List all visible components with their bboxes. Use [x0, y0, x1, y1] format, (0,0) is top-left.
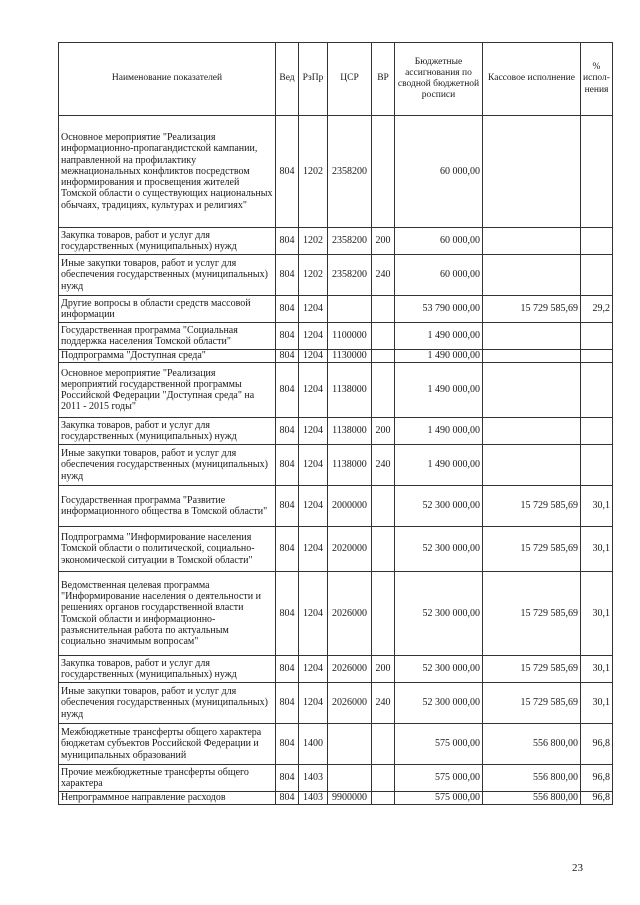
- cell-csr: 1138000: [328, 445, 372, 486]
- cell-budget: 1 490 000,00: [395, 350, 483, 363]
- table-row: [59, 363, 613, 418]
- col-header-rzpr: РзПр: [299, 43, 328, 116]
- cell-budget: 1 490 000,00: [395, 323, 483, 350]
- cell-name: Прочие межбюджетные трансферты общего характера: [59, 765, 276, 792]
- cell-csr: 9900000: [328, 792, 372, 805]
- cell-percent: [581, 116, 613, 228]
- table-row: [59, 683, 613, 724]
- cell-cash: 556 800,00: [483, 765, 581, 792]
- table-body: [59, 116, 613, 805]
- col-header-csr: ЦСР: [328, 43, 372, 116]
- cell-budget: 52 300 000,00: [395, 656, 483, 683]
- cell-name: Непрограммное направление расходов: [59, 792, 276, 805]
- cell-name: Иные закупки товаров, работ и услуг для обеспечения государственных (муниципальных) нужд: [59, 683, 276, 724]
- cell-name: Подпрограмма "Информирование населения Томской области о политической, социально-экономической ситуации в Томской области": [59, 527, 276, 572]
- cell-cash: [483, 363, 581, 418]
- cell-budget: 52 300 000,00: [395, 683, 483, 724]
- table-row: [59, 296, 613, 323]
- col-header-cash: Кассовое исполнение: [483, 43, 581, 116]
- cell-cash: [483, 418, 581, 445]
- cell-percent: 30,1: [581, 683, 613, 724]
- cell-csr: 2026000: [328, 572, 372, 656]
- cell-name: Ведомственная целевая программа "Информирование населения о деятельности и решениях органов государственной власти Томской области и информационно-разъяснительная работа по актуальным социально значимым вопросам": [59, 572, 276, 656]
- cell-percent: 96,8: [581, 724, 613, 765]
- cell-csr: 2000000: [328, 486, 372, 527]
- cell-csr: 2358200: [328, 228, 372, 255]
- col-header-budget: Бюджетные ассигнования по сводной бюджетной росписи: [395, 43, 483, 116]
- cell-budget: 52 300 000,00: [395, 527, 483, 572]
- table-row: [59, 116, 613, 228]
- cell-ved: 804: [276, 527, 299, 572]
- cell-ved: 804: [276, 350, 299, 363]
- cell-ved: 804: [276, 255, 299, 296]
- cell-cash: [483, 323, 581, 350]
- table-row: [59, 445, 613, 486]
- table-row: [59, 572, 613, 656]
- cell-vr: 200: [372, 656, 395, 683]
- cell-percent: 30,1: [581, 486, 613, 527]
- cell-budget: 1 490 000,00: [395, 418, 483, 445]
- cell-budget: 52 300 000,00: [395, 572, 483, 656]
- cell-csr: 1138000: [328, 418, 372, 445]
- cell-vr: [372, 486, 395, 527]
- cell-cash: 15 729 585,69: [483, 572, 581, 656]
- cell-csr: 2020000: [328, 527, 372, 572]
- cell-percent: [581, 445, 613, 486]
- cell-rzpr: 1204: [299, 418, 328, 445]
- cell-name: Основное мероприятие "Реализация мероприятий государственной программы Российской Федерации "Доступная среда" на 2011 - 2015 годы": [59, 363, 276, 418]
- cell-ved: 804: [276, 572, 299, 656]
- cell-budget: 60 000,00: [395, 228, 483, 255]
- cell-vr: [372, 116, 395, 228]
- cell-rzpr: 1204: [299, 683, 328, 724]
- cell-rzpr: 1204: [299, 486, 328, 527]
- cell-ved: 804: [276, 116, 299, 228]
- cell-percent: 29,2: [581, 296, 613, 323]
- cell-name: Государственная программа "Развитие информационного общества в Томской области": [59, 486, 276, 527]
- cell-rzpr: 1204: [299, 296, 328, 323]
- cell-vr: [372, 323, 395, 350]
- cell-cash: 15 729 585,69: [483, 656, 581, 683]
- cell-percent: [581, 418, 613, 445]
- cell-ved: 804: [276, 656, 299, 683]
- cell-name: Иные закупки товаров, работ и услуг для обеспечения государственных (муниципальных) нужд: [59, 445, 276, 486]
- cell-vr: 240: [372, 683, 395, 724]
- cell-ved: 804: [276, 418, 299, 445]
- cell-vr: [372, 363, 395, 418]
- table-row: [59, 486, 613, 527]
- cell-budget: 60 000,00: [395, 255, 483, 296]
- table-row: [59, 765, 613, 792]
- cell-ved: 804: [276, 445, 299, 486]
- cell-csr: 1100000: [328, 323, 372, 350]
- cell-cash: 15 729 585,69: [483, 296, 581, 323]
- cell-name: Закупка товаров, работ и услуг для государственных (муниципальных) нужд: [59, 228, 276, 255]
- cell-budget: 52 300 000,00: [395, 486, 483, 527]
- cell-csr: 2026000: [328, 656, 372, 683]
- cell-name: Иные закупки товаров, работ и услуг для обеспечения государственных (муниципальных) нужд: [59, 255, 276, 296]
- table-row: [59, 792, 613, 805]
- cell-percent: [581, 350, 613, 363]
- cell-rzpr: 1400: [299, 724, 328, 765]
- cell-rzpr: 1202: [299, 228, 328, 255]
- cell-rzpr: 1204: [299, 363, 328, 418]
- cell-cash: 15 729 585,69: [483, 527, 581, 572]
- cell-budget: 575 000,00: [395, 792, 483, 805]
- cell-cash: [483, 116, 581, 228]
- col-header-percent: % испол-нения: [581, 43, 613, 116]
- cell-cash: [483, 445, 581, 486]
- cell-vr: 240: [372, 445, 395, 486]
- cell-cash: 556 800,00: [483, 792, 581, 805]
- cell-rzpr: 1204: [299, 445, 328, 486]
- cell-ved: 804: [276, 323, 299, 350]
- table-row: [59, 350, 613, 363]
- cell-cash: 556 800,00: [483, 724, 581, 765]
- cell-cash: [483, 350, 581, 363]
- page-number: 23: [572, 862, 583, 874]
- cell-budget: 53 790 000,00: [395, 296, 483, 323]
- cell-name: Закупка товаров, работ и услуг для государственных (муниципальных) нужд: [59, 418, 276, 445]
- cell-budget: 1 490 000,00: [395, 363, 483, 418]
- cell-name: Государственная программа "Социальная поддержка населения Томской области": [59, 323, 276, 350]
- cell-cash: [483, 228, 581, 255]
- table-row: [59, 724, 613, 765]
- cell-csr: 1130000: [328, 350, 372, 363]
- cell-vr: 240: [372, 255, 395, 296]
- cell-percent: [581, 363, 613, 418]
- cell-rzpr: 1204: [299, 527, 328, 572]
- col-header-vr: ВР: [372, 43, 395, 116]
- cell-budget: 575 000,00: [395, 765, 483, 792]
- cell-rzpr: 1204: [299, 350, 328, 363]
- cell-rzpr: 1202: [299, 255, 328, 296]
- cell-percent: 30,1: [581, 572, 613, 656]
- cell-ved: 804: [276, 228, 299, 255]
- cell-ved: 804: [276, 792, 299, 805]
- cell-cash: [483, 255, 581, 296]
- cell-name: Подпрограмма "Доступная среда": [59, 350, 276, 363]
- table-row: [59, 527, 613, 572]
- cell-name: Межбюджетные трансферты общего характера бюджетам субъектов Российской Федерации и муниципальных образований: [59, 724, 276, 765]
- cell-rzpr: 1204: [299, 323, 328, 350]
- cell-budget: 575 000,00: [395, 724, 483, 765]
- cell-csr: 2026000: [328, 683, 372, 724]
- budget-table: [58, 42, 613, 805]
- cell-csr: 2358200: [328, 255, 372, 296]
- cell-percent: 30,1: [581, 656, 613, 683]
- cell-budget: 1 490 000,00: [395, 445, 483, 486]
- cell-rzpr: 1403: [299, 765, 328, 792]
- cell-vr: [372, 527, 395, 572]
- cell-vr: [372, 350, 395, 363]
- cell-ved: 804: [276, 724, 299, 765]
- table-row: [59, 255, 613, 296]
- col-header-name: Наименование показателей: [59, 43, 276, 116]
- cell-vr: [372, 765, 395, 792]
- table-row: [59, 418, 613, 445]
- cell-name: Другие вопросы в области средств массовой информации: [59, 296, 276, 323]
- cell-rzpr: 1204: [299, 656, 328, 683]
- cell-ved: 804: [276, 296, 299, 323]
- cell-vr: [372, 724, 395, 765]
- cell-vr: [372, 296, 395, 323]
- cell-percent: [581, 323, 613, 350]
- cell-percent: 96,8: [581, 792, 613, 805]
- cell-percent: [581, 255, 613, 296]
- cell-csr: [328, 765, 372, 792]
- cell-ved: 804: [276, 363, 299, 418]
- cell-percent: [581, 228, 613, 255]
- header-row: [59, 43, 613, 116]
- table-row: [59, 323, 613, 350]
- table-row: [59, 228, 613, 255]
- cell-percent: 96,8: [581, 765, 613, 792]
- table-row: [59, 656, 613, 683]
- cell-vr: 200: [372, 418, 395, 445]
- cell-vr: [372, 572, 395, 656]
- cell-vr: [372, 792, 395, 805]
- cell-budget: 60 000,00: [395, 116, 483, 228]
- cell-name: Закупка товаров, работ и услуг для государственных (муниципальных) нужд: [59, 656, 276, 683]
- col-header-ved: Вед: [276, 43, 299, 116]
- cell-vr: 200: [372, 228, 395, 255]
- cell-name: Основное мероприятие "Реализация информационно-пропагандистской кампании, направленной на профилактику межнациональных конфликтов посредством информирования и просвещения жителей Томской области о существующих национальных обычаях, традициях, культурах и религиях": [59, 116, 276, 228]
- cell-cash: 15 729 585,69: [483, 486, 581, 527]
- cell-cash: 15 729 585,69: [483, 683, 581, 724]
- cell-csr: 1138000: [328, 363, 372, 418]
- cell-csr: [328, 296, 372, 323]
- cell-ved: 804: [276, 765, 299, 792]
- cell-rzpr: 1204: [299, 572, 328, 656]
- cell-csr: 2358200: [328, 116, 372, 228]
- cell-rzpr: 1202: [299, 116, 328, 228]
- cell-csr: [328, 724, 372, 765]
- cell-percent: 30,1: [581, 527, 613, 572]
- cell-rzpr: 1403: [299, 792, 328, 805]
- cell-ved: 804: [276, 683, 299, 724]
- cell-ved: 804: [276, 486, 299, 527]
